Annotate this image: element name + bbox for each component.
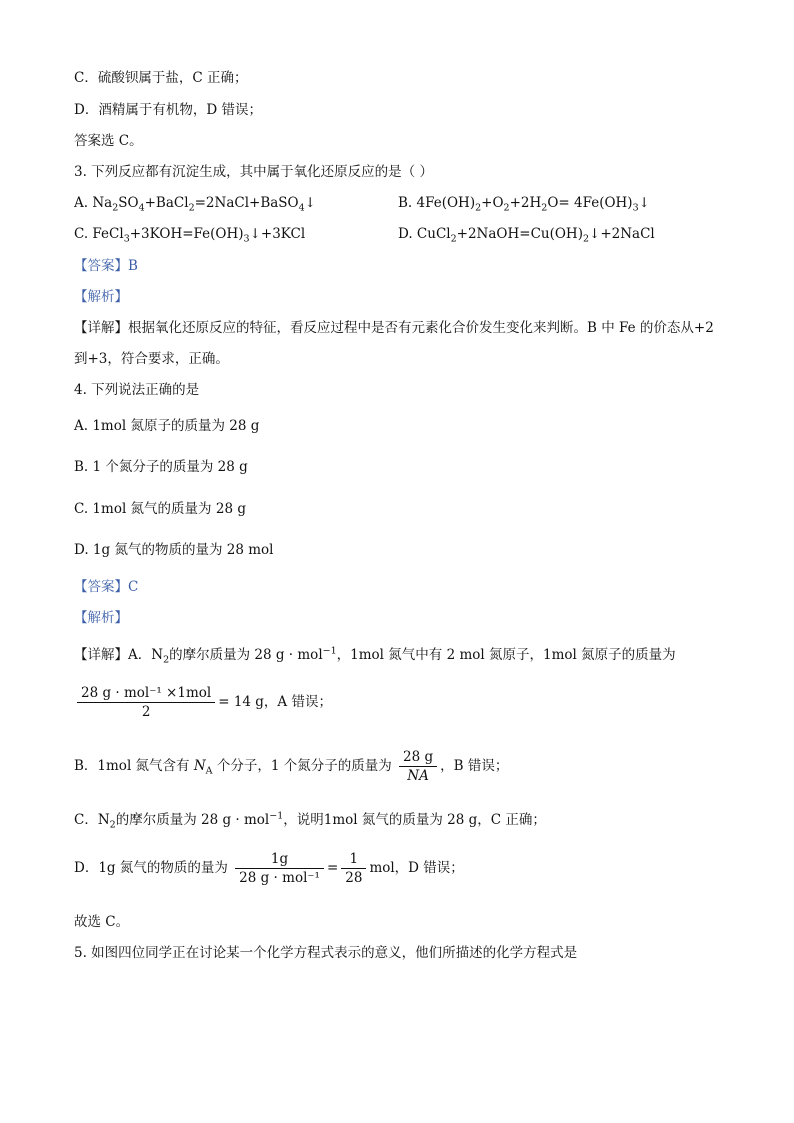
analysis-4-label: 【解析】 (74, 610, 128, 626)
question-4: 4. 下列说法正确的是 (74, 382, 200, 398)
detail-3-line1: 【详解】根据氧化还原反应的特征，看反应过程中是否有元素化合价发生变化来判断。B 中 Fe 的价态从+2 (74, 320, 714, 336)
fraction: $\frac{1g}{\text{28 g · mol⁻¹}}$ (235, 850, 324, 887)
option-d-prev: D．酒精属于有机物，D 错误； (74, 102, 262, 118)
detail-4-c: C．$N_2$的摩尔质量为 28 g · mol$^{-1}$，说明1mol 氮气的质量为 28 g，C 正确； (74, 810, 546, 831)
q4-option-b: B. 1 个氮分子的质量为 28 g (74, 459, 248, 475)
answer-4: 【答案】C (74, 579, 139, 595)
detail-4-a: 【详解】A．$N_2$的摩尔质量为 28 g · mol$^{-1}$，1mol 氮气中有 2 mol 氮原子，1mol 氮原子的质量为 (74, 645, 676, 666)
detail-4-a-formula: $\frac{\text{28 g · mol⁻¹ ×1mol}}{2}$ = 14 g，A 错误； (74, 684, 332, 721)
analysis-3-label: 【解析】 (74, 289, 128, 305)
question-5: 5. 如图四位同学正在讨论某一个化学方程式表示的意义，他们所描述的化学方程式是 (74, 945, 578, 961)
fraction: $\frac{28 g}{NA}$ (399, 748, 437, 785)
q3-option-a: A. $Na_2SO_4+BaCl_2=2NaCl+BaSO_4↓$ (74, 195, 316, 214)
q4-option-c: C. 1mol 氮气的质量为 28 g (74, 501, 246, 517)
q4-option-d: D. 1g 氮气的物质的量为 28 mol (74, 542, 274, 558)
q3-option-c: C. $FeCl_3+3KOH=Fe(OH)_3↓+3KCl$ (74, 226, 306, 245)
q3-option-b: B. $4Fe(OH)_2+O_2+2H_2O=$ $4Fe(OH)_3↓$ (398, 195, 650, 214)
detail-4-d: D．1g 氮气的物质的量为 $\frac{1g}{\text{28 g · mol⁻¹}}$ = $\frac{1}{28}$ mol，D 错误； (74, 851, 464, 886)
answer-3: 【答案】B (74, 258, 138, 274)
answer-4-final: 故选 C。 (74, 914, 130, 930)
fraction: $\frac{1}{28}$ (341, 850, 366, 887)
q3-option-d: D. $CuCl_2+2NaOH=Cu(OH)_2↓+2NaCl$ (398, 226, 655, 245)
detail-4-b: B．1mol 氮气含有 $N_A$ 个分子，1 个氮分子的质量为 $\frac{28 g}{NA}$ ，B 错误； (74, 749, 509, 784)
fraction: $\frac{\text{28 g · mol⁻¹ ×1mol}}{2}$ (77, 684, 215, 721)
option-c-prev: C．硫酸钡属于盐，C 正确； (74, 70, 248, 86)
question-3: 3. 下列反应都有沉淀生成，其中属于氧化还原反应的是（ ） (74, 164, 433, 180)
answer-prev: 答案选 C。 (74, 133, 143, 149)
detail-3-line2: 到+3，符合要求，正确。 (74, 351, 229, 367)
q4-option-a: A. 1mol 氮原子的质量为 28 g (74, 418, 260, 434)
